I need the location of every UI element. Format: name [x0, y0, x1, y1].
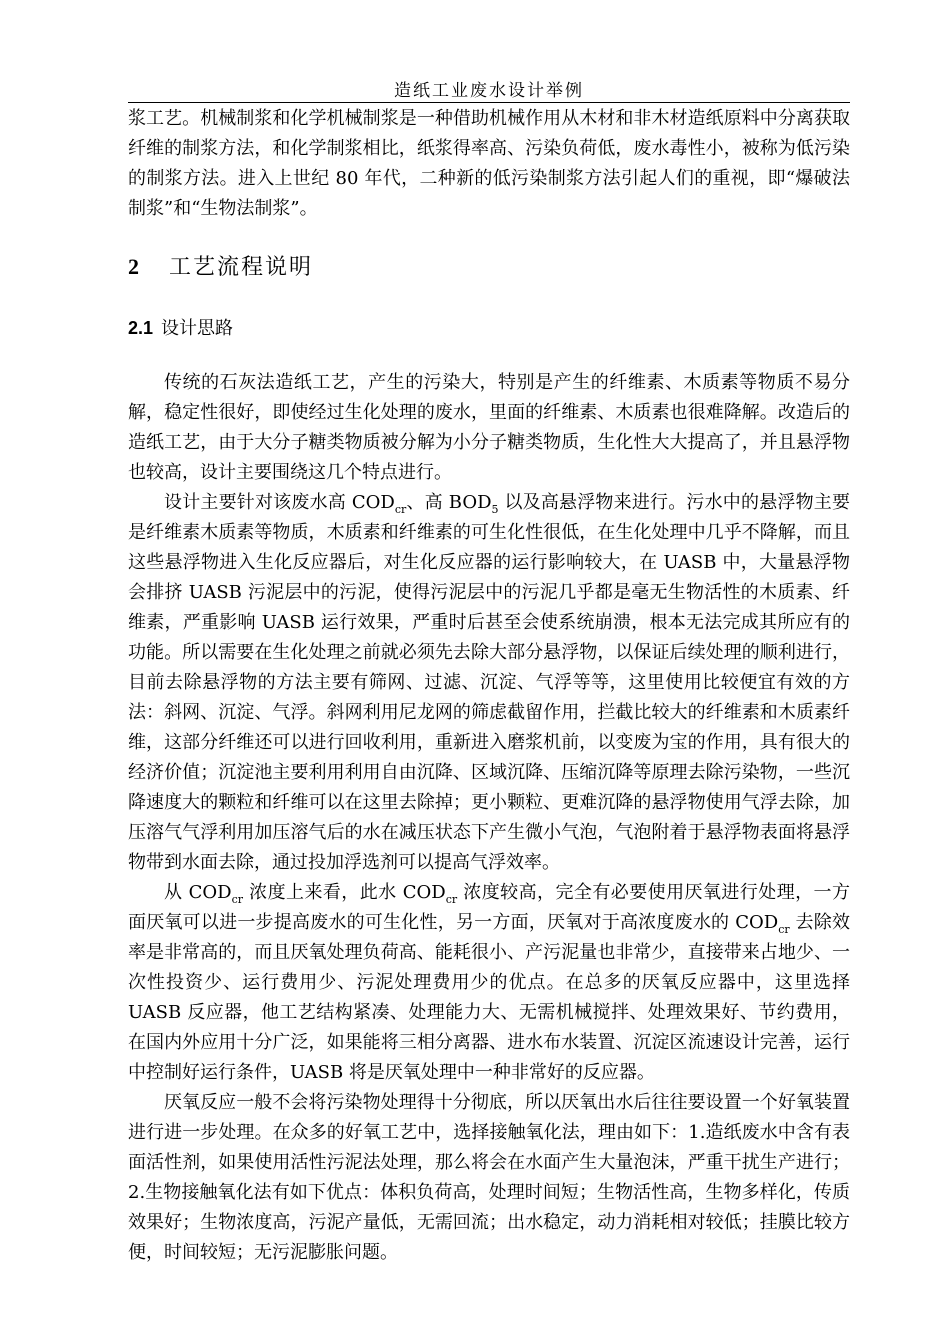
subsection-title: 设计思路	[161, 318, 234, 339]
paragraph-aerobic: 厌氧反应一般不会将污染物处理得十分彻底，所以厌氧出水后往往要设置一个好氧装置进行进一步处理。在众多的好氧工艺中，选择接触氧化法，理由如下：1.造纸废水中含有表面活性剂，如果使用活性污泥法处理，那么将会在水面产生大量泡沫，严重干扰生产进行；2.生物接触氧化法有如下优点：体积负荷高，处理时间短；生物活性高，生物多样化，传质效果好；生物浓度高，污泥产量低，无需回流；出水稳定，动力消耗相对较低；挂膜比较方便，时间较短；无污泥膨胀问题。	[128, 1092, 850, 1263]
subsection-heading-2-1	[128, 313, 850, 344]
running-header: 造纸工业废水设计举例	[394, 81, 584, 101]
section-heading-2	[128, 252, 850, 283]
body-content	[128, 104, 850, 1268]
text-run: 去除效率是非常高的，而且厌氧处理负荷高、能耗很小、产污泥量也非常少，直接带来占地少、一次性投资少、运行费用少、污泥处理费用少的优点。在总多的厌氧反应器中，这里选择 UASB 反应器，他工艺结构紧凑、处理能力大、无需机械搅拌、处理效果好、节约费用，在国内外应用十分广泛，如果能将三相分离器、进水布水装置、沉淀区流速设计完善，运行中控制好运行条件，UASB 将是厌氧处理中一种非常好的反应器。	[128, 912, 850, 1083]
text-run: 以及高悬浮物来进行。污水中的悬浮物主要是纤维素木质素等物质，木质素和纤维素的可生化性很低，在生化处理中几乎不降解，而且这些悬浮物进入生化反应器后，对生化反应器的运行影响较大，在 UASB 中，大量悬浮物会排挤 UASB 污泥层中的污泥，使得污泥层中的污泥几乎都是毫无生物活性的木质素、纤维素，严重影响 UASB 运行效果，严重时后甚至会使系统崩溃，根本无法完成其所应有的功能。所以需要在生化处理之前就必须先去除大部分悬浮物，以保证后续处理的顺利进行，目前去除悬浮物的方法主要有筛网、过滤、沉淀、气浮等等，这里使用比较便宜有效的方法：斜网、沉淀、气浮。斜网利用尼龙网的筛虑截留作用，拦截比较大的纤维素和木质素纤维，这部分纤维还可以进行回收利用，重新进入磨浆机前，以变废为宝的作用，具有很大的经济价值；沉淀池主要利用利用自由沉降、区域沉降、压缩沉降等原理去除污染物，一些沉降速度大的颗粒和纤维可以在这里去除掉；更小颗粒、更难沉降的悬浮物使用气浮去除，加压溶气气浮利用加压溶气后的水在减压状态下产生微小气泡，气泡附着于悬浮物表面将悬浮物带到水面去除，通过投加浮选剂可以提高气浮效率。	[128, 492, 850, 873]
text-run: 设计主要针对该废水高 COD	[164, 492, 395, 513]
section-title: 工艺流程说明	[169, 255, 314, 280]
subsection-number: 2.1	[128, 318, 154, 338]
subscript: cr	[778, 923, 790, 936]
paragraph-anaerobic	[128, 878, 850, 1088]
text-run: 、高 BOD	[406, 492, 492, 513]
header-rule	[128, 102, 850, 103]
subscript: cr	[231, 893, 243, 906]
paragraph-suspended-solids	[128, 488, 850, 878]
text-run: 从 COD	[164, 882, 232, 903]
subscript: cr	[394, 503, 407, 516]
text-run: 浓度较高，完全有必要使用厌氧进行处理，一方面厌氧可以进一步提高废水的可生化性，另一方面，厌氧对于高浓度废水的 COD	[128, 882, 850, 933]
text-run: 浓度上来看，此水 COD	[242, 882, 446, 903]
paragraph-process-background: 传统的石灰法造纸工艺，产生的污染大，特别是产生的纤维素、木质素等物质不易分解，稳定性很好，即使经过生化处理的废水，里面的纤维素、木质素也很难降解。改造后的造纸工艺，由于大分子糖类物质被分解为小分子糖类物质，生化性大大提高了，并且悬浮物也较高，设计主要围绕这几个特点进行。	[128, 372, 850, 483]
paragraph-continuation: 浆工艺。机械制浆和化学机械制浆是一种借助机械作用从木材和非木材造纸原料中分离获取纤维的制浆方法，和化学制浆相比，纸浆得率高、污染负荷低，废水毒性小，被称为低污染的制浆方法。进入上世纪 80 年代，二种新的低污染制浆方法引起人们的重视，即“爆破法制浆”和“生物法制浆”。	[128, 108, 850, 219]
subscript: cr	[445, 893, 458, 906]
subscript: 5	[491, 503, 499, 516]
section-number: 2	[128, 254, 141, 279]
